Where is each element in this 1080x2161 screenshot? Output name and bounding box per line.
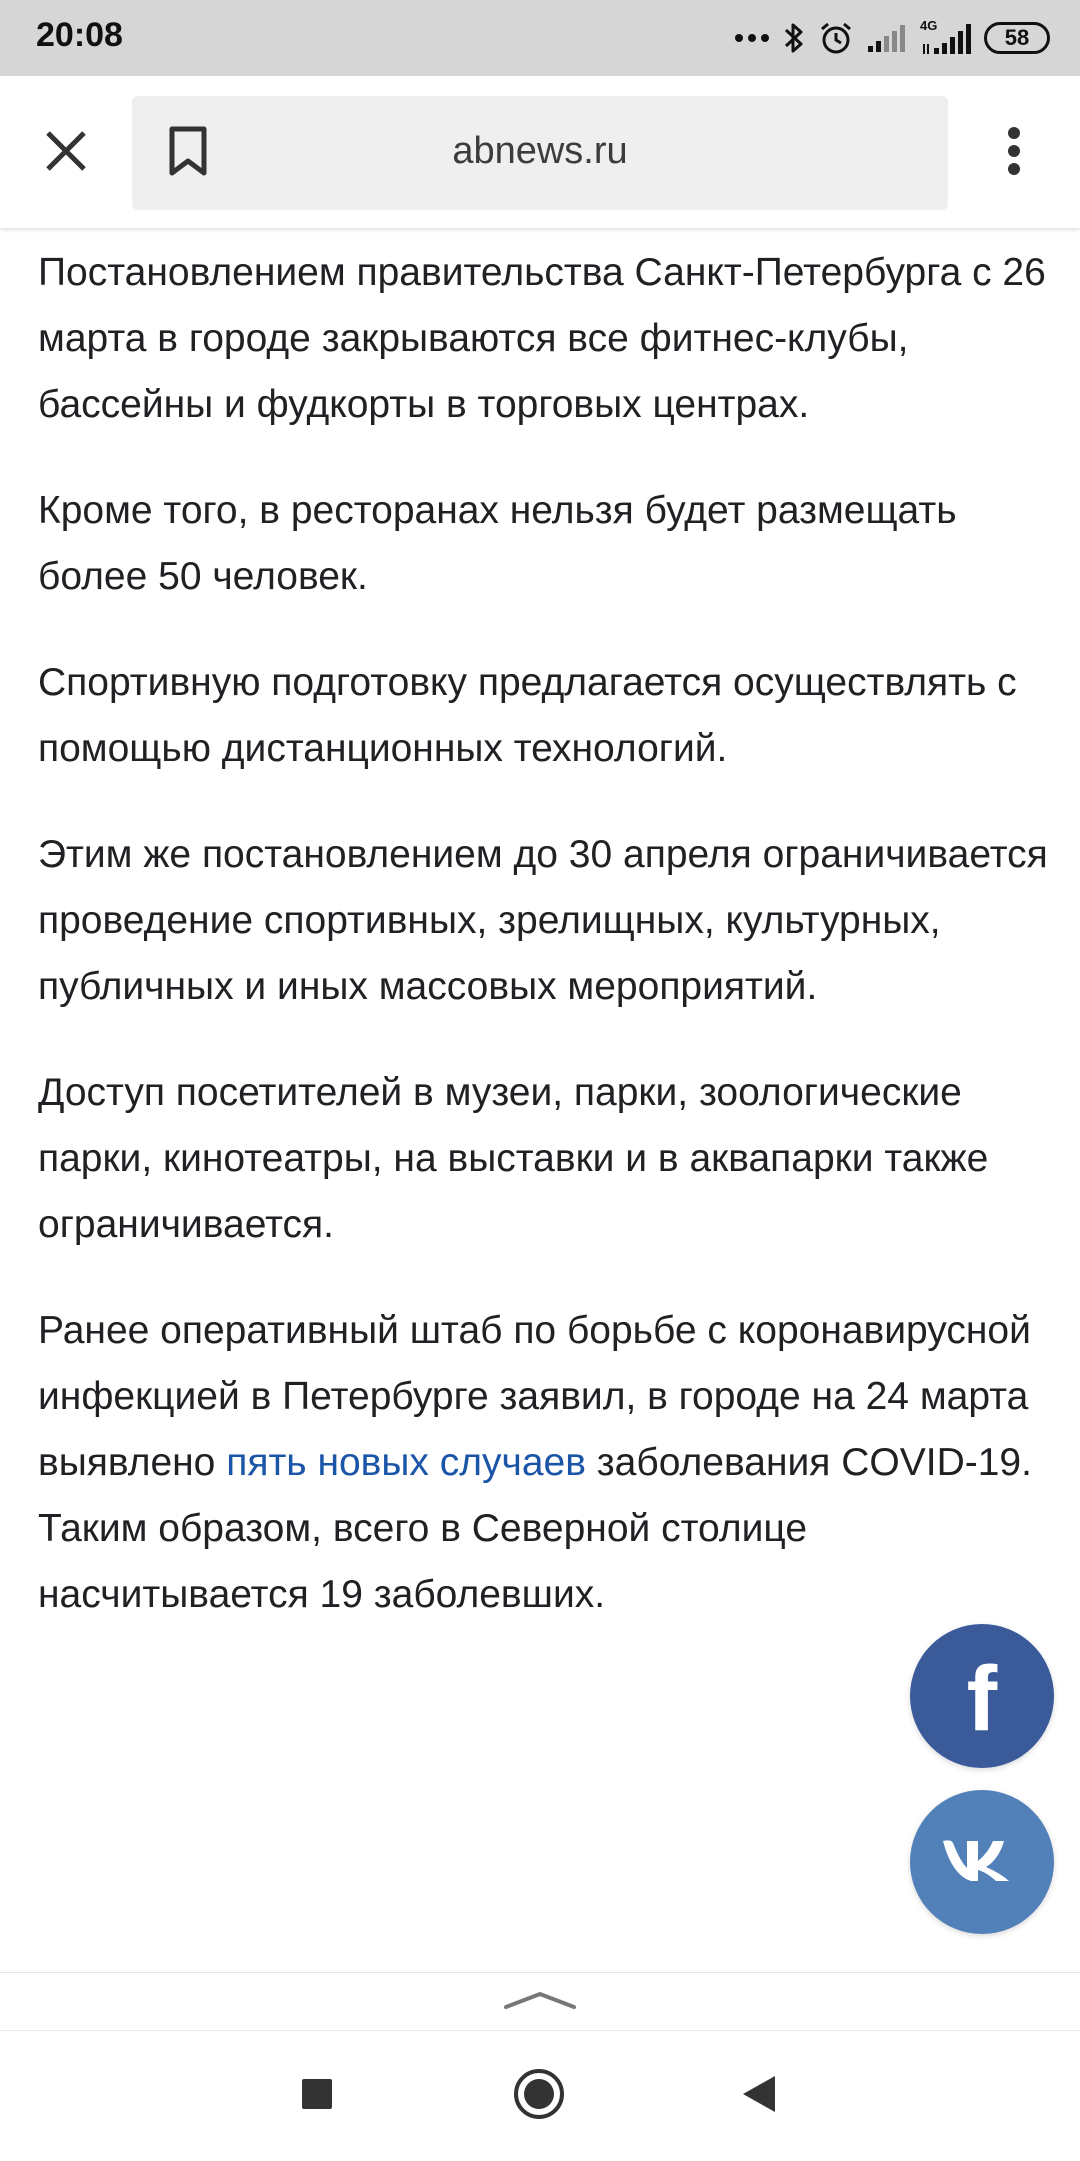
home-button[interactable]	[504, 2061, 574, 2131]
status-bar	[0, 0, 1080, 76]
article-body	[38, 240, 1048, 1668]
recents-button[interactable]	[282, 2061, 352, 2131]
facebook-share-button[interactable]	[910, 1624, 1054, 1768]
battery-icon	[984, 22, 1050, 54]
back-triangle-icon	[741, 2074, 777, 2119]
article-paragraph-4: Этим же постановлением до 30 апреля ограничивается проведение спортивных, зрелищных, культурных, публичных и иных массовых мероприятий.	[38, 833, 1048, 1008]
paragraph-6-text-start: Ранее оперативный штаб по борьбе с коронавирусной инфекцией в Петербурге заявил, в городе на 24 марта выявлено	[38, 1309, 1031, 1484]
close-button[interactable]	[22, 114, 110, 192]
url-bar[interactable]	[132, 96, 948, 210]
new-cases-link[interactable]: пять новых случаев	[226, 1441, 586, 1484]
facebook-icon: f	[966, 1648, 998, 1750]
status-time: 20:08	[36, 16, 123, 54]
article-paragraph-3: Спортивную подготовку предлагается осуществлять с помощью дистанционных технологий.	[38, 661, 1017, 770]
more-options-button[interactable]	[980, 114, 1048, 192]
square-icon	[300, 2077, 334, 2116]
url-text: abnews.ru	[452, 130, 628, 172]
signal-icon	[866, 22, 908, 54]
chevron-up-icon	[503, 1989, 577, 2016]
more-vert-icon	[1007, 126, 1021, 181]
vk-share-button[interactable]	[910, 1790, 1054, 1934]
status-icons	[734, 14, 1050, 62]
alarm-icon	[818, 20, 854, 56]
article-paragraph-6	[38, 1298, 1048, 1628]
article-paragraph-2: Кроме того, в ресторанах нельзя будет размещать более 50 человек.	[38, 489, 957, 598]
browser-toolbar	[0, 76, 1080, 228]
navigation-bar	[0, 2030, 1080, 2161]
network-label: 4G	[920, 18, 938, 33]
vk-icon	[940, 1835, 1024, 1890]
article-paragraph-1: Постановлением правительства Санкт-Петербурга с 26 марта в городе закрываются все фитнес-клубы, бассейны и фудкорты в торговых центрах.	[38, 251, 1046, 426]
close-icon	[44, 129, 88, 178]
paragraph-6-text-end: заболевания COVID-19. Таким образом, всего в Северной столице насчитывается 19 заболевших.	[38, 1441, 1032, 1616]
more-dots-icon	[734, 32, 770, 44]
bluetooth-icon	[782, 20, 806, 56]
battery-level: 58	[1004, 25, 1030, 50]
article-paragraph-5: Доступ посетителей в музеи, парки, зоологические парки, кинотеатры, на выставки и в аквапарки также ограничивается.	[38, 1071, 989, 1246]
home-circle-icon	[512, 2067, 566, 2126]
back-button[interactable]	[724, 2061, 794, 2131]
signal-4g-icon	[920, 18, 972, 58]
bottom-sheet-handle[interactable]	[0, 1972, 1080, 2031]
